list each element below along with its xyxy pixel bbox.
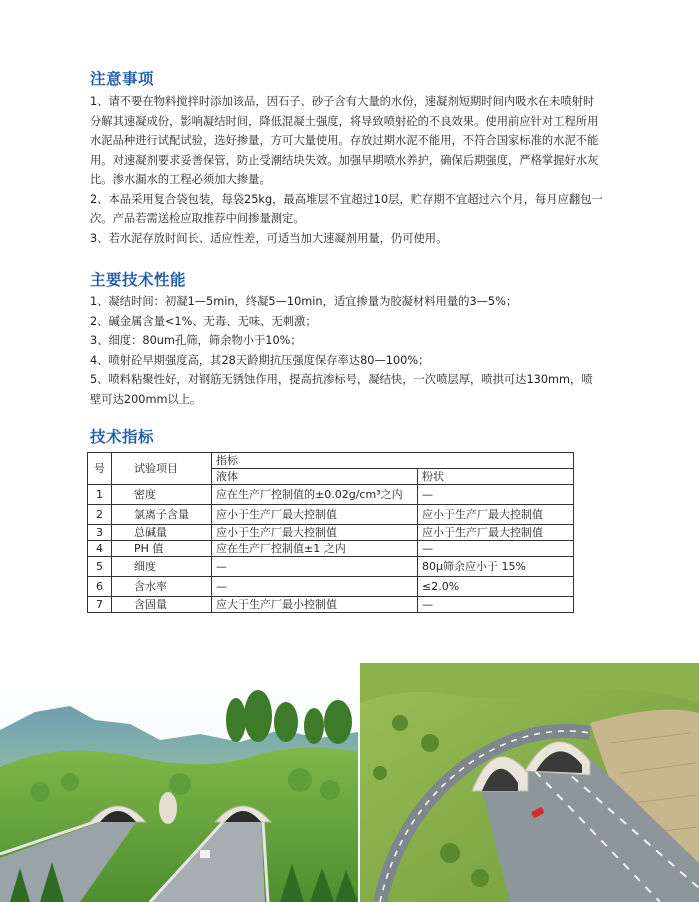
row-no: 3: [88, 525, 112, 541]
performance-line: 壁可达200mm以上。: [90, 392, 202, 406]
table-row: [88, 597, 574, 613]
row-liquid: 应大于生产厂最小控制值: [212, 597, 418, 613]
row-liquid: 应小于生产厂最大控制值: [212, 505, 418, 525]
row-no: 6: [88, 577, 112, 597]
notes-line: 1、请不要在物料搅拌时添加该品，因石子、砂子含有大量的水份，速凝剂短期时间内吸水在未喷射时: [90, 95, 595, 108]
notes-line: 2、本品采用复合袋包装，每袋25kg，最高堆层不宜超过10层，贮存期不宜超过六个月，每月应翻包一: [90, 192, 603, 206]
row-powder: —: [418, 541, 574, 557]
notes-line: 用。对速凝剂要求妥善保管，防止受潮结块失效。加强早期喷水养护，确保后期强度，严格掌握好水灰: [90, 153, 599, 167]
row-liquid: 应小于生产厂最大控制值: [212, 525, 418, 541]
notes-line: 水泥品种进行试配试验，选好掺量，方可大量使用。存放过期水泥不能用，不符合国家标准的水泥不能: [90, 134, 599, 147]
header-indicator: 指标: [212, 453, 574, 469]
table-row: [88, 505, 574, 525]
row-powder: 应小于生产厂最大控制值: [418, 505, 574, 525]
row-no: 1: [88, 485, 112, 505]
row-powder: 80μ筛余应小于 15%: [418, 557, 574, 577]
notes-heading: 注意事项: [90, 70, 155, 88]
performance-line: 2、碱金属含量<1%、无毒、无味、无刺激；: [90, 314, 317, 328]
notes-line: 比。渗水漏水的工程必须加大掺量。: [90, 173, 271, 186]
header-powder: 粉状: [418, 469, 574, 485]
spec-table: [87, 452, 574, 613]
row-item: 含水率: [112, 577, 212, 597]
notes-line: 3、若水泥存放时间长、适应性差，可适当加大速凝剂用量，仍可使用。: [90, 231, 448, 245]
row-liquid: 应在生产厂控制值的±0.02g/cm³之内: [212, 485, 418, 505]
header-no: 号: [88, 453, 112, 485]
performance-line: 3、细度：80um孔筛，筛余物小于10%；: [90, 334, 302, 347]
row-no: 4: [88, 541, 112, 557]
notes-paragraph: [90, 92, 635, 248]
row-no: 2: [88, 505, 112, 525]
row-item: 氯离子含量: [112, 505, 212, 525]
table-row: [88, 577, 574, 597]
performance-paragraph: [90, 292, 635, 409]
header-liquid: 液体: [212, 469, 418, 485]
row-no: 7: [88, 597, 112, 613]
row-item: 密度: [112, 485, 212, 505]
row-powder: ≤2.0%: [418, 577, 574, 597]
row-item: 含固量: [112, 597, 212, 613]
row-liquid: 应在生产厂控制值±1 之内: [212, 541, 418, 557]
row-liquid: —: [212, 557, 418, 577]
table-row: [88, 525, 574, 541]
row-item: 总碱量: [112, 525, 212, 541]
performance-heading: 主要技术性能: [90, 271, 187, 289]
performance-line: 5、喷料粘聚性好，对钢筋无锈蚀作用，提高抗渗标号，凝结快，一次喷层厚，喷拱可达130mm，喷: [90, 373, 593, 386]
notes-line: 分解其速凝成份，影响凝结时间，降低混凝土强度，将导致喷射砼的不良效果。使用前应针对工程所用: [90, 114, 599, 128]
row-no: 5: [88, 557, 112, 577]
table-row: [88, 541, 574, 557]
notes-line: 次。产品若需送检应取推荐中间掺量测定。: [90, 212, 305, 225]
table-row: [88, 557, 574, 577]
table-row: [88, 485, 574, 505]
row-powder: —: [418, 485, 574, 505]
tunnel-photo-left: [0, 672, 358, 902]
row-powder: —: [418, 597, 574, 613]
spec-heading: 技术指标: [90, 428, 155, 446]
performance-line: 4、喷射砼早期强度高，其28天龄期抗压强度保存率达80—100%；: [90, 353, 430, 367]
header-item: 试验项目: [112, 453, 212, 485]
performance-line: 1、凝结时间：初凝1—5min，终凝5—10min，适宜掺量为胶凝材料用量的3—5%；: [90, 295, 518, 308]
table-header-row: [88, 453, 574, 469]
tunnel-photo-right: [360, 663, 699, 902]
row-item: PH 值: [112, 541, 212, 557]
row-liquid: —: [212, 577, 418, 597]
row-item: 细度: [112, 557, 212, 577]
row-powder: 应小于生产厂最大控制值: [418, 525, 574, 541]
